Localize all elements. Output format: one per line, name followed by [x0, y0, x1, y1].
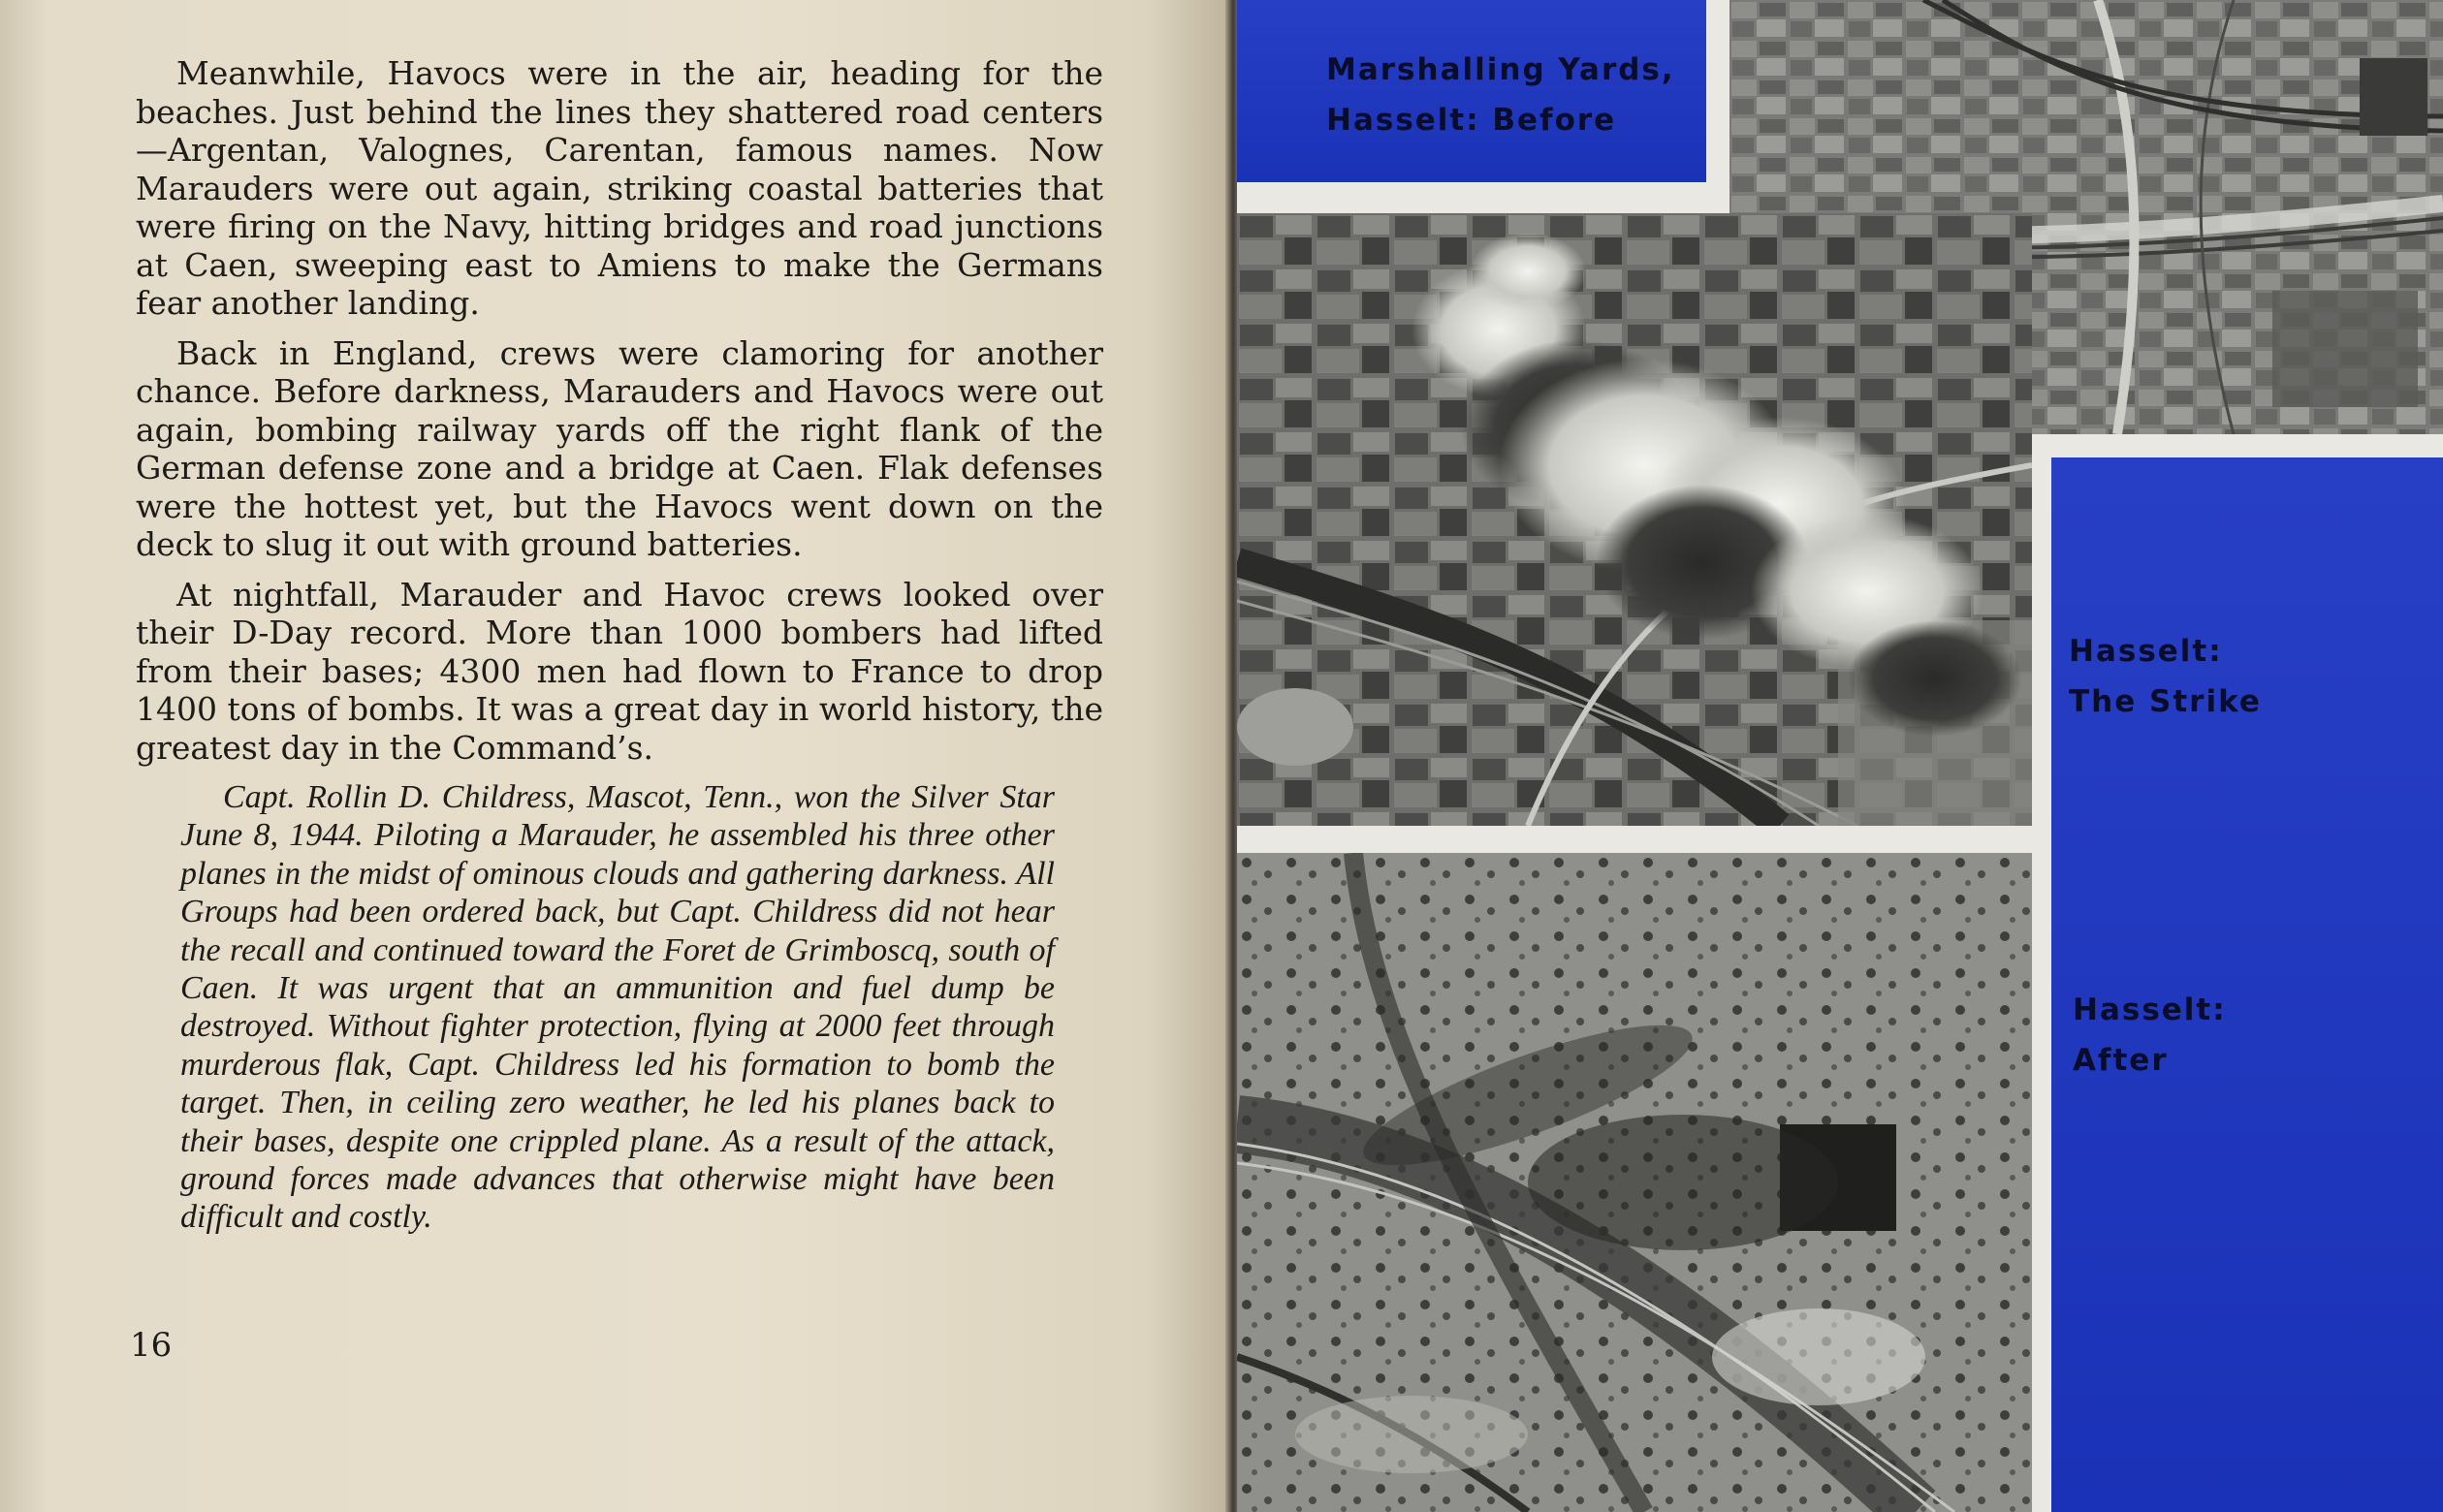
caption-strike-line1: Hasselt: [2069, 634, 2223, 669]
page-number: 16 [130, 1326, 173, 1365]
caption-before [1326, 45, 1675, 145]
caption-after-line1: Hasselt: [2073, 992, 2227, 1027]
caption-before-line2: Hasselt: Before [1326, 103, 1617, 138]
caption-before-line1: Marshalling Yards, [1326, 52, 1675, 87]
paragraph-2: Back in England, crews were clamoring for another chance. Before darkness, Marauders and Havocs were out again, bombing railway yards off the right flank of the German defense zone and a bridge at Caen. Flak defenses were the hottest yet, but the Havocs went down on the deck to slug it out with ground batteries. [136, 333, 1103, 563]
photo-hasselt-strike [1237, 213, 2032, 826]
caption-after-line2: After [2073, 1043, 2169, 1078]
caption-strike-line2: The Strike [2069, 684, 2262, 719]
body-text [136, 54, 1103, 1237]
photo-hasselt-after [1237, 853, 2032, 1512]
caption-after [2073, 985, 2227, 1086]
paragraph-3: At nightfall, Marauder and Havoc crews looked over their D-Day record. More than 1000 bombers had lifted from their bases; 4300 men had flown to France to drop 1400 tons of bombs. It was a great day in world history, the greatest day in the Command’s. [136, 575, 1103, 767]
right-page [1237, 0, 2443, 1512]
caption-strike [2069, 626, 2262, 727]
paragraph-1: Meanwhile, Havocs were in the air, heading for the beaches. Just behind the lines they shattered road centers—Argentan, Valognes, Carentan, famous names. Now Marauders were out again, striking coastal batteries that were firing on the Navy, hitting bridges and road junctions at Caen, sweeping east to Amiens to make the Germans fear another landing. [136, 54, 1103, 322]
silver-star-citation: Capt. Rollin D. Childress, Mascot, Tenn., won the Silver Star June 8, 1944. Piloting a Marauder, he assembled his three other planes in the midst of ominous clouds and gathering darkness. All Groups had been ordered back, but Capt. Childress did not hear the recall and continued toward the Foret de Grimboscq, south of Caen. It was urgent that an ammunition and fuel dump be destroyed. Without fighter protection, flying at 2000 feet through murderous flak, Capt. Childress led his formation to bomb the target. Then, in ceiling zero weather, he led his planes back to their bases, despite one crippled plane. As a result of the attack, ground forces made advances that otherwise might have been difficult and costly. [180, 779, 1055, 1236]
